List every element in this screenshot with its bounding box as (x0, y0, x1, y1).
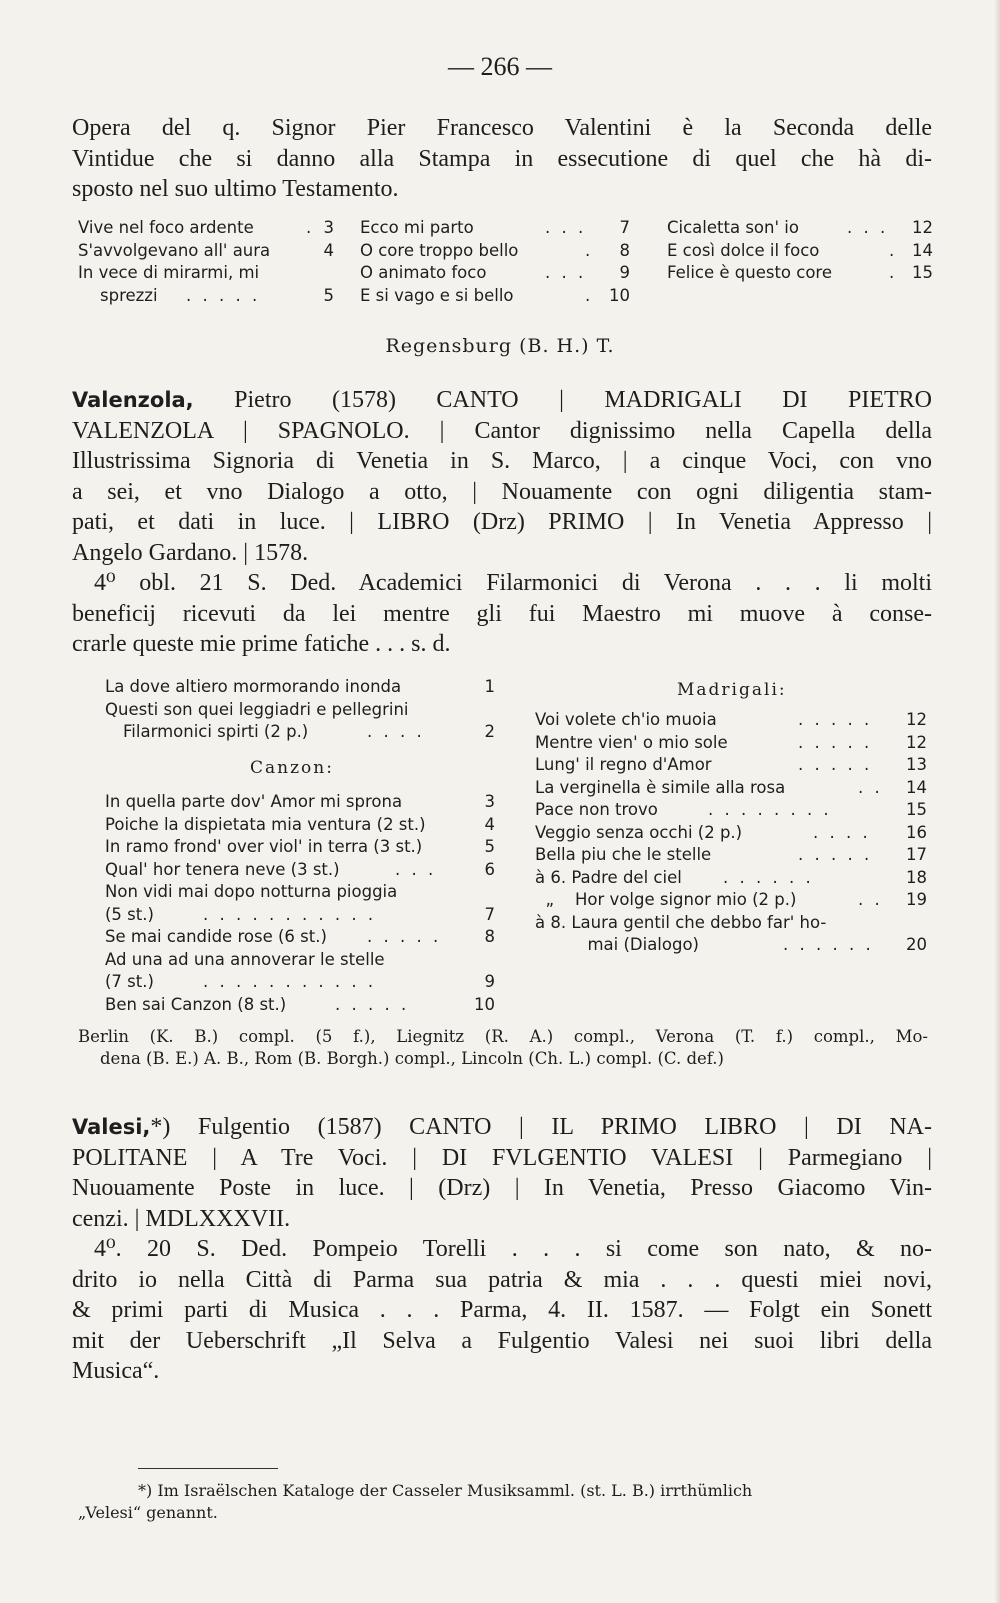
entry-title-line: Angelo Gardano. | 1578. (72, 539, 309, 566)
contents-row: Filarmonici spirti (2 p.) . . . . 2 (123, 722, 495, 741)
contents-row: Poiche la dispietata mia ventura (2 st.) 4 (105, 814, 495, 834)
madrigali-heading: Madrigali: (677, 680, 787, 700)
contents-row: Se mai candide rose (6 st.) . . . . . 8 (105, 927, 495, 946)
contents-row: mai (Dialogo) . . . . . . 20 (535, 935, 927, 954)
contents-row: Veggio senza occhi (2 p.) . . . . 16 (535, 822, 927, 842)
entry-desc-line: drito io nella Città di Parma sua patria & mia . . . questi miei novi, (72, 1266, 932, 1293)
canzon-heading: Canzon: (250, 758, 334, 778)
contents-row: Ecco mi parto . . . 7 (360, 218, 630, 237)
intro-line: Vintidue che si danno alla Stampa in essecutione di quel che hà di- (72, 145, 932, 172)
contents-row: E si vago e si bello . 10 (360, 285, 630, 305)
entry-desc-line: beneficij ricevuti da lei mentre gli fui Maestro mi muove à conse- (72, 600, 932, 627)
contents-row: Voi volete ch'io muoia . . . . . 12 (535, 710, 927, 729)
libraries-valenzola (78, 1026, 928, 1070)
contents-row: Questi son quei leggiadri e pellegrini (105, 699, 409, 719)
footnote-line: *) Im Israëlschen Kataloge der Casseler Musiksamml. (st. L. B.) irrthümlich (138, 1481, 753, 1500)
contents-row: (5 st.) . . . . . . . . . . . 7 (105, 904, 495, 924)
contents2-right (535, 710, 935, 958)
entry-desc-line: 4⁰. 20 S. Ded. Pompeio Torelli . . . si come son nato, & no- (94, 1236, 932, 1262)
contents-row: Vive nel foco ardente . 3 (78, 218, 334, 237)
contents2-left-b (105, 792, 500, 1017)
contents1-col1 (78, 218, 338, 308)
entry-desc-line: 4⁰ obl. 21 S. Ded. Academici Filarmonici di Verona . . . li molti (94, 570, 932, 596)
contents-row: O animato foco . . . 9 (360, 263, 630, 282)
contents-row: In vece di mirarmi, mi (78, 263, 260, 282)
contents-row: Qual' hor tenera neve (3 st.) . . . 6 (105, 859, 495, 879)
intro-paragraph (72, 113, 932, 205)
contents1-col3 (667, 218, 935, 286)
contents-row: La dove altiero mormorando inonda 1 (105, 677, 495, 696)
intro-line: Opera del q. Signor Pier Francesco Valentini è la Seconda delle (72, 115, 932, 141)
contents-row: Lung' il regno d'Amor . . . . . 13 (535, 755, 927, 774)
entry-desc-line: & primi parti di Musica . . . Parma, 4. II. 1587. — Folgt ein Sonett (72, 1297, 932, 1323)
footnote-rule (138, 1468, 278, 1469)
contents-row: à 8. Laura gentil che debbo far' ho- (535, 912, 827, 932)
entry-desc-line: Musica“. (72, 1358, 160, 1384)
contents-row: Non vidi mai dopo notturna pioggia (105, 882, 398, 901)
entry-title-line: Nuouamente Poste in luce. | (Drz) | In Venetia, Presso Giacomo Vin- (72, 1175, 932, 1201)
contents-row: Cicaletta son' io . . . 12 (667, 218, 933, 237)
footnote (78, 1480, 938, 1524)
contents2-left-a (105, 677, 500, 745)
contents-row: Bella piu che le stelle . . . . . 17 (535, 845, 927, 864)
entry-valesi (72, 1112, 932, 1387)
contents-row: Ben sai Canzon (8 st.) . . . . . 10 (105, 994, 495, 1014)
entry-name: Valesi, (72, 1115, 151, 1139)
contents-row: Felice è questo core . 15 (667, 263, 933, 282)
contents-row: Pace non trovo . . . . . . . . 15 (535, 800, 927, 819)
entry-title-line: Pietro (1578) CANTO | MADRIGALI DI PIETRO (193, 387, 932, 413)
intro-line: sposto nel suo ultimo Testamento. (72, 176, 399, 202)
entry-title-line: pati, et dati in luce. | LIBRO (Drz) PRIMO | In Venetia Appresso | (72, 509, 932, 535)
libraries-line: dena (B. E.) A. B., Rom (B. Borgh.) compl., Lincoln (Ch. L.) compl. (C. def.) (100, 1049, 724, 1068)
contents-row: (7 st.) . . . . . . . . . . . 9 (105, 972, 495, 991)
entry-title-line: a sei, et vno Dialogo a otto, | Nouamente con ogni diligentia stam- (72, 478, 932, 505)
contents-row: La verginella è simile alla rosa . . 14 (535, 777, 927, 797)
contents-row: In quella parte dov' Amor mi sprona 3 (105, 792, 495, 811)
contents-row: O core troppo bello . 8 (360, 240, 630, 260)
contents-row: à 6. Padre del ciel . . . . . . 18 (535, 867, 927, 887)
entry-name: Valenzola, (72, 388, 194, 412)
entry-title-line: cenzi. | MDLXXXVII. (72, 1205, 291, 1232)
entry-title-line: VALENZOLA | SPAGNOLO. | Cantor dignissimo nella Capella della (72, 417, 932, 444)
entry-desc-line: mit der Ueberschrift „Il Selva a Fulgentio Valesi nei suoi libri della (72, 1327, 932, 1354)
contents-row: „ Hor volge signor mio (2 p.) . . 19 (535, 890, 927, 909)
location-regensburg: Regensburg (B. H.) T. (385, 335, 615, 357)
contents-row: Ad una ad una annoverar le stelle (105, 949, 385, 969)
contents-row: E così dolce il foco . 14 (667, 240, 933, 260)
contents-row: Mentre vien' o mio sole . . . . . 12 (535, 732, 927, 752)
contents-row: S'avvolgevano all' aura 4 (78, 240, 334, 260)
entry-title-line: POLITANE | A Tre Voci. | DI FVLGENTIO VALESI | Parmegiano | (72, 1144, 932, 1171)
contents1-col2 (360, 218, 635, 308)
footnote-line: „Velesi“ genannt. (78, 1503, 218, 1522)
libraries-line: Berlin (K. B.) compl. (5 f.), Liegnitz (R. A.) compl., Verona (T. f.) compl., Mo- (78, 1027, 928, 1046)
contents-row: sprezzi . . . . . 5 (100, 285, 334, 305)
entry-valenzola (72, 385, 932, 660)
entry-title-line: *) Fulgentio (1587) CANTO | IL PRIMO LIBRO | DI NA- (150, 1114, 932, 1140)
page-number: — 266 — (448, 52, 552, 81)
page-edge-shadow (994, 0, 1000, 1603)
contents-row: In ramo frond' over viol' in terra (3 st.) 5 (105, 837, 495, 856)
entry-title-line: Illustrissima Signoria di Venetia in S. Marco, | a cinque Voci, con vno (72, 448, 932, 474)
entry-desc-line: crarle queste mie prime fatiche . . . s. d. (72, 631, 451, 657)
